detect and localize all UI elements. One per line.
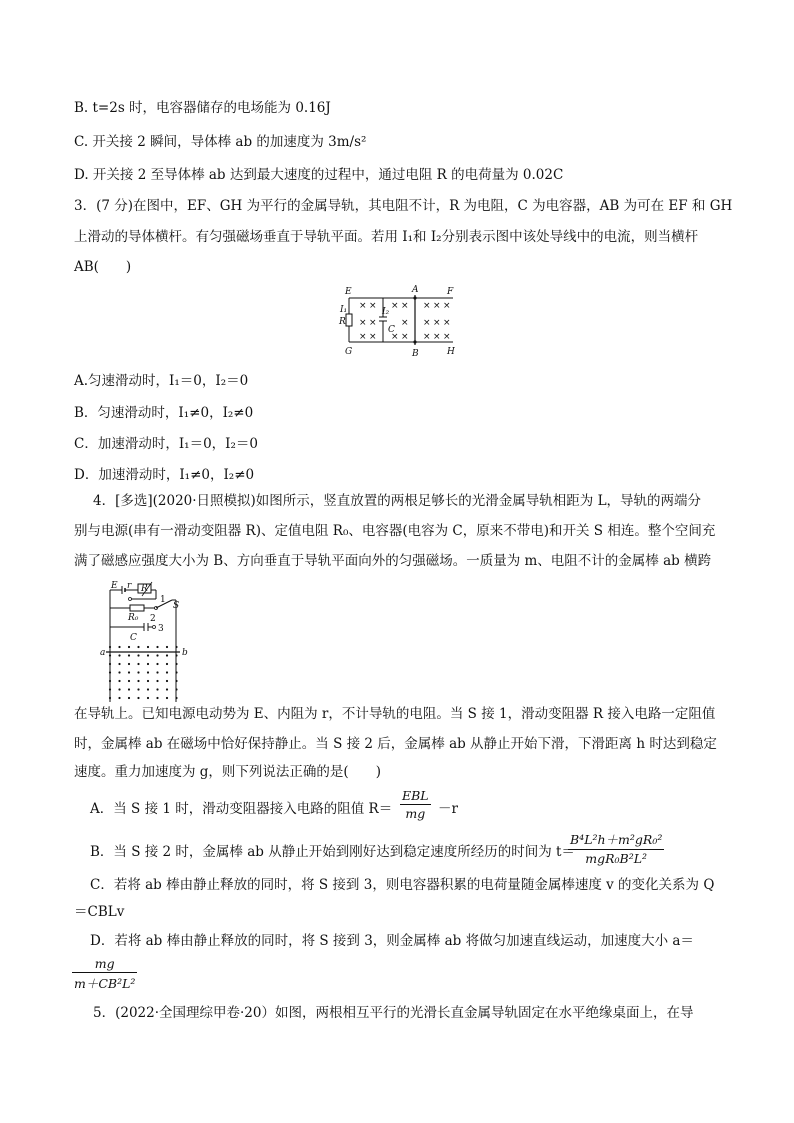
field-dot-mark [175,646,177,648]
q4-option-b-denominator: mgR₀B²L² [585,851,648,866]
field-cross-mark: × [433,318,441,328]
q3-label-b: B [412,349,419,359]
q4-option-d-fraction [72,956,137,992]
q4-label-r0: R₀ [128,613,139,623]
field-cross-mark: × [391,301,399,311]
field-cross-mark: × [423,318,431,328]
field-cross-mark: × [401,301,409,311]
field-dot-mark [118,680,120,682]
field-dot-mark [156,688,158,690]
field-cross-mark: × [359,301,367,311]
field-cross-mark: × [369,301,377,311]
q3-label-i1: I₁ [340,305,348,315]
field-cross-mark: × [401,318,409,328]
field-cross-mark: × [401,332,409,342]
field-cross-mark: × [359,318,367,328]
field-dot-mark [128,663,130,665]
q4-label-a: a [100,648,106,658]
q3-label-a: A [412,285,419,295]
q4-stem-line-4: 在导轨上。已知电源电动势为 E、内阻为 r，不计导轨的电阻。当 S 接 1，滑动变阻器 R 接入电路一定阻值 [74,706,716,722]
q3-label-f: F [447,287,454,297]
q3-option-d: D．加速滑动时，I₁≠0，I₂≠0 [74,467,255,483]
field-cross-mark: × [443,332,451,342]
field-dot-mark [147,646,149,648]
q4-option-b-fraction [568,830,664,866]
q3-stem-line-1: 3．(7 分)在图中，EF、GH 为平行的金属导轨，其电阻不计，R 为电阻，C 为电容器，AB 为可在 EF 和 GH [74,198,733,214]
q3-label-e: E [345,287,352,297]
field-dot-mark [109,688,111,690]
q4-label-s: S [173,601,180,611]
q3-label-r: R [339,317,346,327]
field-dot-mark [109,680,111,682]
field-cross-mark: × [443,318,451,328]
field-dot-mark [166,688,168,690]
field-dot-mark [109,646,111,648]
field-dot-mark [156,671,158,673]
q4-label-1: 1 [160,595,166,605]
q4-option-a-numerator: EBL [402,788,429,803]
q3-stem-line-3: AB( ) [74,259,132,275]
field-dot-mark [156,646,158,648]
q4-option-a-text: A．当 S 接 1 时，滑动变阻器接入电路的阻值 R＝ [90,801,393,817]
field-dot-mark [118,663,120,665]
field-cross-mark: × [423,301,431,311]
q4-option-a-fraction [400,788,431,821]
field-dot-mark [118,646,120,648]
field-cross-mark: × [423,332,431,342]
field-dot-mark [166,680,168,682]
field-dot-mark [118,688,120,690]
field-dot-mark [175,663,177,665]
field-dot-mark [147,697,149,699]
field-dot-mark [175,688,177,690]
field-dot-mark [137,680,139,682]
q3-label-h: H [447,347,455,357]
field-dot-mark [128,697,130,699]
field-cross-mark: × [391,332,399,342]
field-dot-mark [166,654,168,656]
field-dot-mark [137,688,139,690]
q4-stem-line-5: 时，金属棒 ab 在磁场中恰好保持静止。当 S 接 2 后，金属棒 ab 从静止开始下滑，下滑距离 h 时达到稳定 [74,736,717,752]
field-dot-mark [175,671,177,673]
q4-circuit-figure [100,578,190,702]
field-dot-mark [156,654,158,656]
q4-label-r-small: r [127,581,132,591]
q4-label-c: C [130,633,137,643]
field-cross-mark: × [359,332,367,342]
q3-label-i2: I₂ [382,307,390,317]
field-dot-mark [147,663,149,665]
field-dot-mark [118,671,120,673]
q4-stem-line-6: 速度。重力加速度为 g，则下列说法正确的是( ) [74,764,381,780]
field-cross-mark: × [369,332,377,342]
field-dot-mark [137,671,139,673]
field-dot-mark [175,680,177,682]
field-dot-mark [156,680,158,682]
q4-field-dots [109,646,178,699]
field-dot-mark [166,663,168,665]
q3-option-c: C．加速滑动时，I₁＝0，I₂＝0 [74,436,258,452]
q3-option-a: A.匀速滑动时，I₁＝0，I₂＝0 [74,373,249,389]
field-dot-mark [166,646,168,648]
field-cross-mark: × [433,332,441,342]
q3-label-g: G [345,347,353,357]
q4-option-d-numerator: mg [94,956,115,971]
q2-option-b: B. t=2s 时，电容器储存的电场能为 0.16J [74,100,331,116]
q4-label-e: E [111,581,118,591]
q3-label-c: C [388,325,395,335]
q4-stem-line-1: 4．[多选](2020·日照模拟)如图所示，竖直放置的两根足够长的光滑金属导轨相距为 L，导轨的两端分 [93,493,702,509]
field-dot-mark [109,671,111,673]
field-cross-mark: × [433,301,441,311]
field-dot-mark [118,654,120,656]
q3-option-b: B．匀速滑动时，I₁≠0，I₂≠0 [74,405,254,421]
field-dot-mark [175,654,177,656]
q4-option-d-denominator: m＋CB²L² [74,976,136,991]
field-cross-mark: × [369,318,377,328]
field-dot-mark [128,654,130,656]
q4-option-c-line-1: C．若将 ab 棒由静止释放的同时，将 S 接到 3，则电容器积累的电荷量随金属棒速度 v 的变化关系为 Q [90,877,715,893]
q4-label-b: b [182,648,188,658]
field-cross-mark: × [443,301,451,311]
field-dot-mark [128,680,130,682]
field-dot-mark [147,688,149,690]
q3-circuit-figure [335,284,465,362]
field-dot-mark [156,697,158,699]
q4-label-2: 2 [150,614,156,624]
q4-stem-line-2: 别与电源(串有一滑动变阻器 R)、定值电阻 R₀、电容器(电容为 C，原来不带电)和开关 S 相连。整个空间充 [74,523,716,539]
field-dot-mark [147,680,149,682]
q4-option-a-denominator: mg [405,806,426,821]
q2-option-d: D. 开关接 2 至导体棒 ab 达到最大速度的过程中，通过电阻 R 的电荷量为 0.02C [74,167,564,183]
q4-option-b: B．当 S 接 2 时，金属棒 ab 从静止开始到刚好达到稳定速度所经历的时间为 t＝ [90,844,575,860]
field-dot-mark [166,671,168,673]
q4-option-a-tail: －r [438,801,458,817]
field-dot-mark [128,646,130,648]
field-dot-mark [147,671,149,673]
field-dot-mark [118,697,120,699]
field-dot-mark [137,697,139,699]
field-dot-mark [109,654,111,656]
field-dot-mark [128,688,130,690]
q4-option-a [90,800,392,818]
field-dot-mark [175,697,177,699]
q3-field-crosses [359,301,451,342]
field-dot-mark [137,663,139,665]
field-dot-mark [166,697,168,699]
q3-resistor [346,314,352,326]
field-dot-mark [156,663,158,665]
field-dot-mark [137,654,139,656]
field-dot-mark [147,654,149,656]
q4-stem-line-3: 满了磁感应强度大小为 B、方向垂直于导轨平面向外的匀强磁场。一质量为 m、电阻不计的金属棒 ab 横跨 [74,553,712,569]
field-dot-mark [109,697,111,699]
q5-stem-line-1: 5．(2022·全国理综甲卷·20）如图，两根相互平行的光滑长直金属导轨固定在水平绝缘桌面上，在导 [93,1005,694,1021]
q2-option-c: C. 开关接 2 瞬间，导体棒 ab 的加速度为 3m/s² [74,134,367,150]
field-dot-mark [128,671,130,673]
field-dot-mark [109,663,111,665]
q3-stem-line-2: 上滑动的导体横杆。有匀强磁场垂直于导轨平面。若用 I₁和 I₂分别表示图中该处导线中的电流，则当横杆 [74,229,699,245]
q4-option-b-numerator: B⁴L²h＋m²gR₀² [570,832,663,847]
q4-label-r: R [141,584,148,594]
q4-label-3: 3 [158,624,164,634]
q4-option-d-line-1: D．若将 ab 棒由静止释放的同时，将 S 接到 3，则金属棒 ab 将做匀加速直线运动，加速度大小 a＝ [90,933,694,949]
q4-option-c-line-2: ＝CBLv [74,904,125,920]
field-dot-mark [137,646,139,648]
